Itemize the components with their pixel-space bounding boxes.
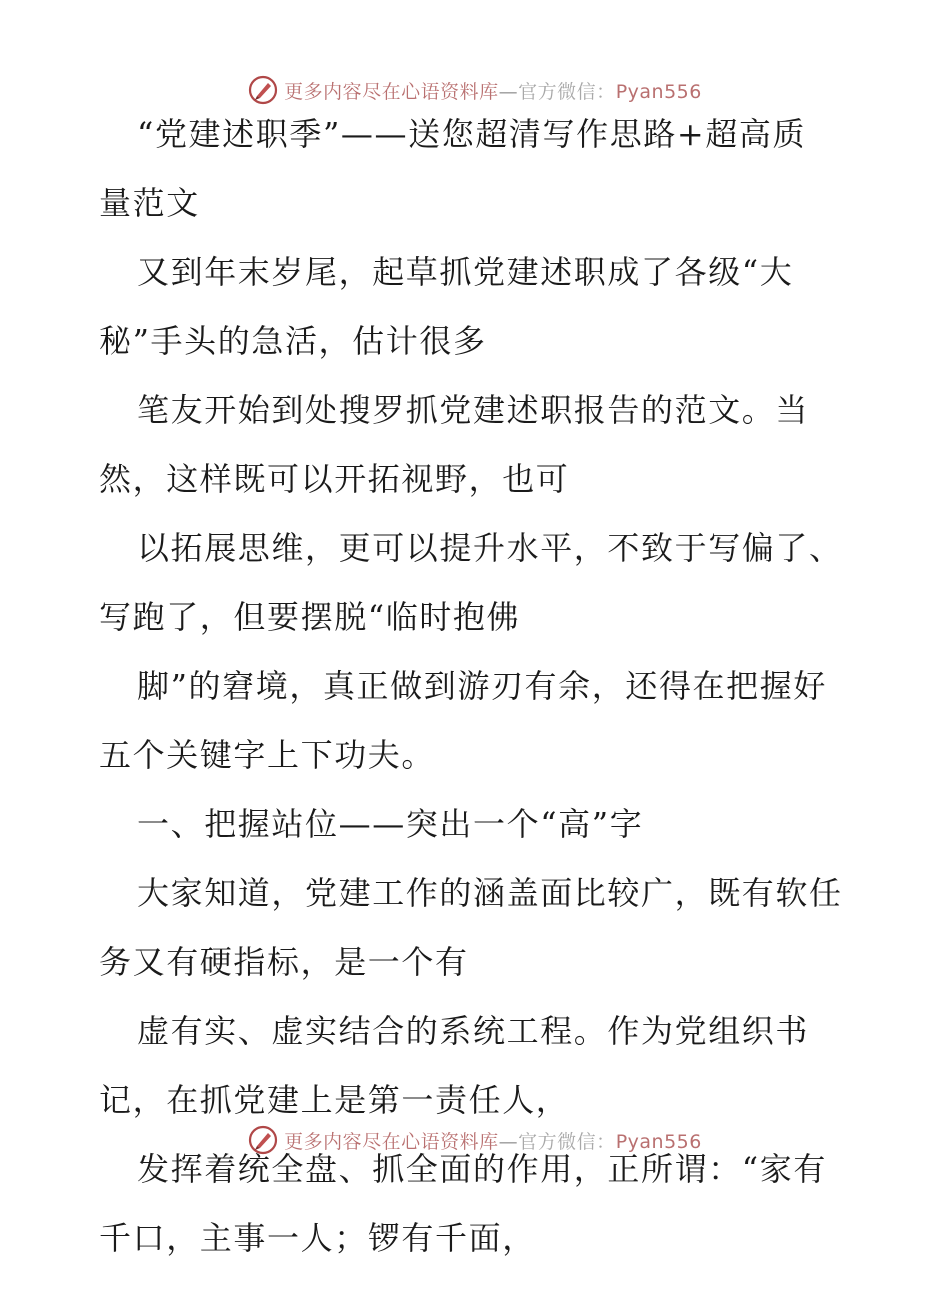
text-line: 脚”的窘境，真正做到游刃有余，还得在把握好 <box>137 667 827 705</box>
watermark-separator: — <box>498 80 519 103</box>
watermark-brand: 更多内容尽在心语资料库 <box>284 1130 499 1153</box>
watermark-brand: 更多内容尽在心语资料库 <box>284 80 499 103</box>
footer-watermark <box>0 1120 950 1160</box>
watermark-text <box>284 77 702 104</box>
pen-logo-icon <box>248 1125 278 1155</box>
watermark-text <box>284 1127 702 1154</box>
text-line: 一、把握站位——突出一个“高”字 <box>137 805 644 843</box>
text-line: 然，这样既可以开拓视野，也可 <box>99 460 570 498</box>
text-line: 大家知道，党建工作的涵盖面比较广，既有软任 <box>137 874 843 912</box>
watermark-label: 官方微信： <box>518 1130 616 1153</box>
text-line: 笔友开始到处搜罗抓党建述职报告的范文。当 <box>137 391 810 429</box>
text-line: 五个关键字上下功夫。 <box>99 736 436 774</box>
text-line: 又到年末岁尾，起草抓党建述职成了各级“大 <box>137 253 794 291</box>
text-line: 量范文 <box>99 184 200 222</box>
watermark-id: Pyan556 <box>615 1130 702 1153</box>
watermark-separator: — <box>498 1130 519 1153</box>
text-line: 发挥着统全盘、抓全面的作用，正所谓：“家有 <box>137 1150 827 1188</box>
watermark-id: Pyan556 <box>615 80 702 103</box>
pen-logo-icon <box>248 75 278 105</box>
header-watermark <box>0 70 950 110</box>
text-line: 虚有实、虚实结合的系统工程。作为党组织书 <box>137 1012 810 1050</box>
text-line: 务又有硬指标，是一个有 <box>99 943 469 981</box>
document-body <box>99 115 859 1291</box>
text-line: 秘”手头的急活，估计很多 <box>99 322 487 360</box>
text-line: 千口，主事一人；锣有千面， <box>99 1219 536 1257</box>
text-line: “党建述职季”——送您超清写作思路+超高质 <box>137 115 807 153</box>
text-line: 写跑了，但要摆脱“临时抱佛 <box>99 598 521 636</box>
watermark-label: 官方微信： <box>518 80 616 103</box>
text-line: 记，在抓党建上是第一责任人， <box>99 1081 570 1119</box>
text-line: 以拓展思维，更可以提升水平，不致于写偏了、 <box>137 529 843 567</box>
